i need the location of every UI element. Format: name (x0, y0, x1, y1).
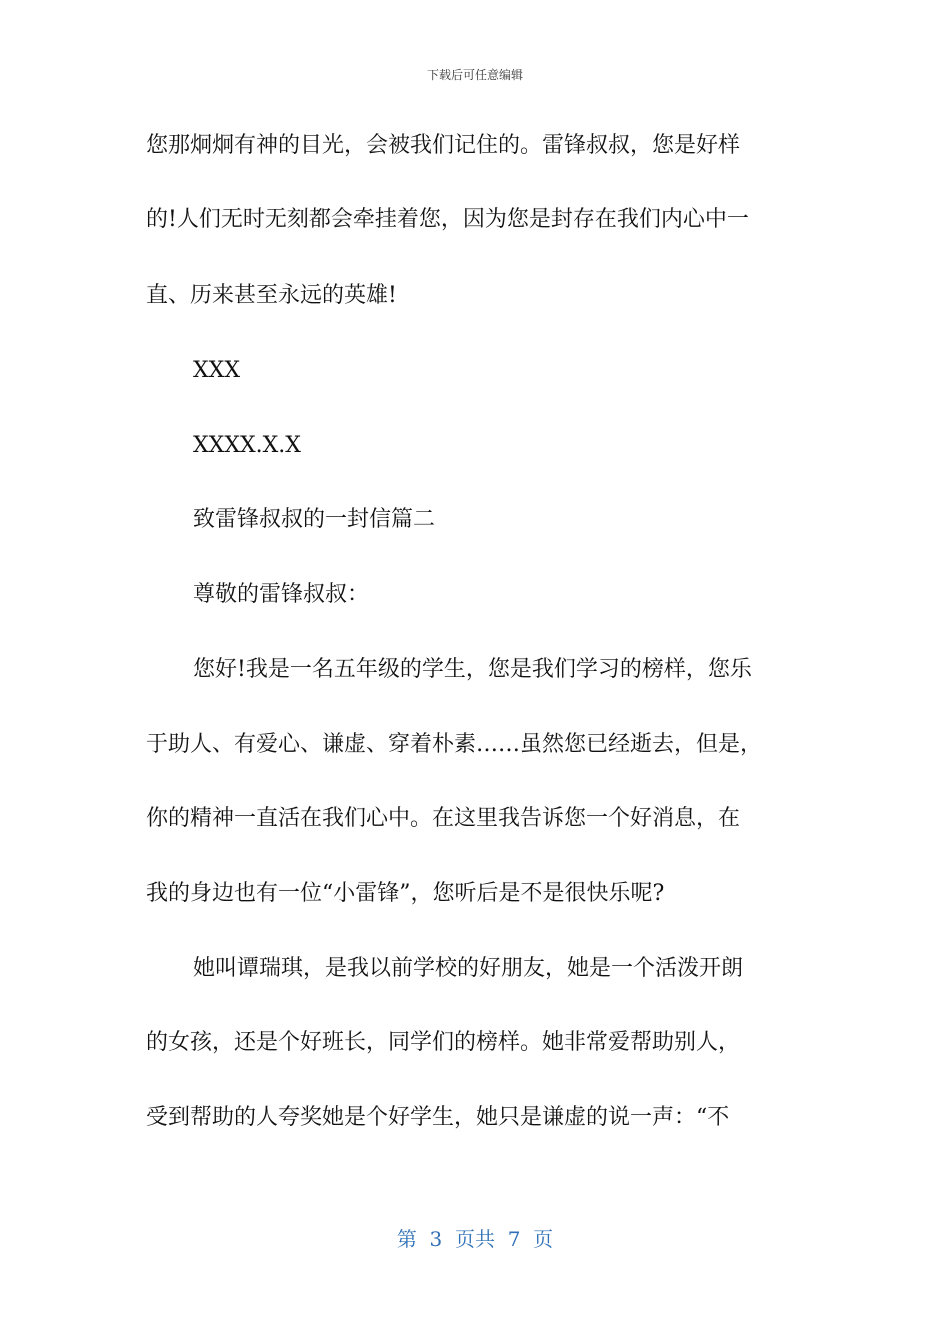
body-line-12: 她叫谭瑞琪，是我以前学校的好朋友，她是一个活泼开朗 (193, 956, 744, 981)
section-title: 致雷锋叔叔的一封信篇二 (193, 507, 436, 532)
body-line-10: 你的精神一直活在我们心中。在这里我告诉您一个好消息，在 (146, 806, 741, 831)
body-line-9: 于助人、有爱心、谦虚、穿着朴素……虽然您已经逝去，但是， (146, 732, 763, 757)
page-footer: 第 3 页共 7 页 (396, 1227, 554, 1251)
signature-date: XXXX.X.X (193, 433, 301, 458)
body-line-8: 您好!我是一名五年级的学生，您是我们学习的榜样，您乐 (193, 657, 752, 682)
body-line-13: 的女孩，还是个好班长，同学们的榜样。她非常爱帮助别人， (146, 1030, 741, 1055)
body-line-14: 受到帮助的人夸奖她是个好学生，她只是谦虚的说一声：“不 (146, 1105, 730, 1130)
body-line-11: 我的身边也有一位“小雷锋”，您听后是不是很快乐呢? (146, 881, 665, 906)
page-header: 下载后可任意编辑 (426, 68, 523, 82)
body-line-2: 的!人们无时无刻都会牵挂着您，因为您是封存在我们内心中一 (146, 207, 749, 232)
body-line-3: 直、历来甚至永远的英雄! (146, 283, 397, 308)
body-line-1: 您那炯炯有神的目光，会被我们记住的。雷锋叔叔，您是好样 (146, 133, 741, 158)
salutation: 尊敬的雷锋叔叔： (193, 582, 370, 607)
signature-name: XXX (193, 358, 240, 383)
